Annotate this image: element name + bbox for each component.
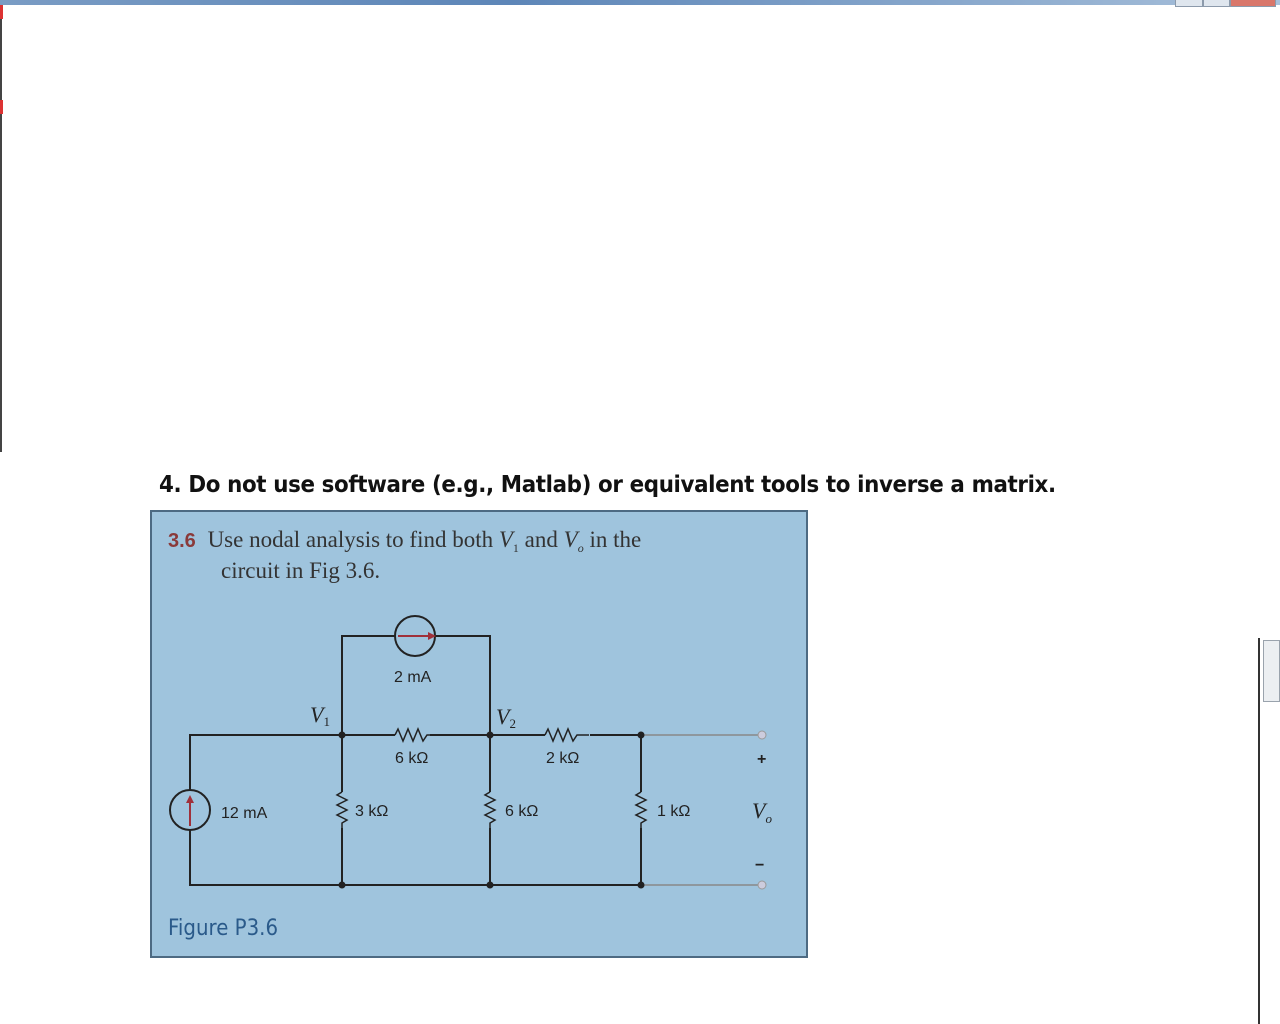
- label-2ma: 2 mA: [394, 669, 432, 686]
- label-3k: 3 kΩ: [355, 803, 389, 820]
- node-v1-label: V1: [310, 702, 330, 729]
- current-source-12ma: [170, 790, 210, 830]
- problem-statement: 3.6 Use nodal analysis to find both $V_1$ and $V_o$ in the: [168, 527, 642, 555]
- node-v2-label: V2: [496, 704, 516, 731]
- problem-statement-line2: circuit in Fig 3.6.: [221, 558, 381, 583]
- label-1k: 1 kΩ: [657, 803, 691, 820]
- resistor-2k: [545, 729, 589, 741]
- scrollbar-thumb[interactable]: [1263, 640, 1280, 702]
- resistor-6k-horizontal: [395, 729, 430, 741]
- label-6k-vertical: 6 kΩ: [505, 803, 539, 820]
- label-12ma: 12 mA: [221, 805, 268, 822]
- circuit-wires: [190, 636, 760, 885]
- resistor-1k: [636, 792, 646, 828]
- resistor-3k: [337, 792, 347, 828]
- vo-label: $V_o$: [752, 798, 772, 826]
- figure-caption: Figure P3.6: [168, 915, 279, 941]
- label-6k-horizontal: 6 kΩ: [395, 750, 429, 767]
- minus-sign: −: [755, 857, 765, 874]
- question-text: 4. Do not use software (e.g., Matlab) or equivalent tools to inverse a matrix.: [159, 472, 1056, 498]
- resistor-6k-vertical: [485, 792, 495, 828]
- plus-sign: +: [757, 751, 767, 768]
- label-2k: 2 kΩ: [546, 750, 580, 767]
- current-source-2ma: [395, 616, 436, 656]
